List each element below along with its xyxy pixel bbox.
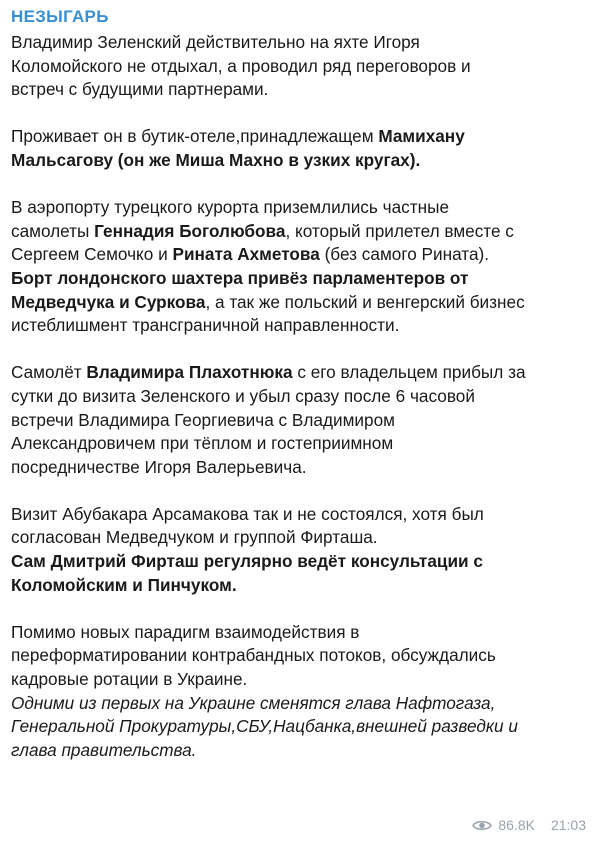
text-line	[11, 361, 586, 385]
eye-icon	[472, 819, 492, 832]
text-line	[11, 550, 586, 574]
paragraph-3	[11, 196, 586, 338]
italic-run: Генеральной Прокуратуры,СБУ,Нацбанка,внешней разведки и	[11, 716, 518, 737]
paragraph-4	[11, 361, 586, 479]
text-line	[11, 220, 586, 244]
italic-run: Одними из первых на Украине сменятся глава Нафтогаза,	[11, 692, 496, 713]
text-line: встречи Владимира Георгиевича с Владимиром	[11, 409, 395, 430]
text-line: Коломойского не отдыхал, а проводил ряд переговоров и	[11, 55, 471, 76]
paragraph-6	[11, 621, 586, 763]
post-body	[11, 31, 586, 762]
bold-run: Борт лондонского шахтера привёз парламентеров от	[11, 267, 469, 288]
text-line	[11, 291, 586, 315]
text-line: кадровые ротации в Украине.	[11, 669, 248, 690]
bold-run: Мамихану	[378, 126, 465, 147]
post-time: 21:03	[550, 817, 586, 833]
bold-run: Медведчука и Суркова	[11, 291, 206, 312]
text-line: Визит Абубакара Арсамакова так и не состоялся, хотя был	[11, 503, 484, 524]
text-run: с его владельцем прибыл за	[292, 362, 526, 383]
text-line	[11, 149, 586, 173]
bold-run: Мальсагову (он же Миша Махно в узких кругах).	[11, 149, 421, 170]
text-line: сутки до визита Зеленского и убыл сразу после 6 часовой	[11, 385, 475, 406]
text-line: посредничестве Игоря Валерьевича.	[11, 456, 307, 477]
text-line: Владимир Зеленский действительно на яхте Игоря	[11, 32, 420, 52]
text-run: Самолёт	[11, 362, 87, 383]
text-line	[11, 243, 586, 267]
text-line: истеблишмент трансграничной направленности.	[11, 315, 400, 336]
channel-name[interactable]: НЕЗЫГАРЬ	[11, 7, 109, 26]
text-line: встреч с будущими партнерами.	[11, 79, 269, 100]
text-run: , который прилетел вместе с	[285, 220, 514, 241]
text-line	[11, 125, 586, 149]
paragraph-2	[11, 125, 586, 172]
text-run: самолеты	[11, 220, 95, 241]
bold-run: Сам Дмитрий Фирташ регулярно ведёт консультации с	[11, 551, 483, 572]
text-line: В аэропорту турецкого курорта приземлились частные	[11, 197, 450, 218]
text-line	[11, 692, 586, 716]
bold-run: Владимира Плахотнюка	[86, 362, 293, 383]
post-meta	[472, 817, 586, 833]
bold-run: Геннадия Боголюбова	[94, 220, 286, 241]
text-run: Проживает он в бутик-отеле,принадлежащем	[11, 126, 379, 147]
text-run: , а так же польский и венгерский бизнес	[205, 291, 525, 312]
italic-run: глава правительства.	[11, 739, 197, 760]
text-line	[11, 739, 586, 763]
text-line	[11, 267, 586, 291]
paragraph-5	[11, 503, 586, 597]
text-run: Сергеем Семочко и	[11, 244, 173, 265]
bold-run: Коломойским и Пинчуком.	[11, 574, 237, 595]
text-line: Александровичем при тёплом и гостеприимном	[11, 433, 394, 454]
text-line: переформатировании контрабандных потоков, обсуждались	[11, 645, 496, 666]
text-line: согласован Медведчуком и группой Фирташа.	[11, 527, 378, 548]
paragraph-1	[11, 31, 586, 102]
text-line: Помимо новых парадигм взаимодействия в	[11, 621, 360, 642]
text-run: (без самого Рината).	[319, 244, 490, 265]
text-line	[11, 574, 586, 598]
view-count: 86.8K	[498, 817, 535, 833]
text-line	[11, 715, 586, 739]
bold-run: Рината Ахметова	[172, 244, 320, 265]
